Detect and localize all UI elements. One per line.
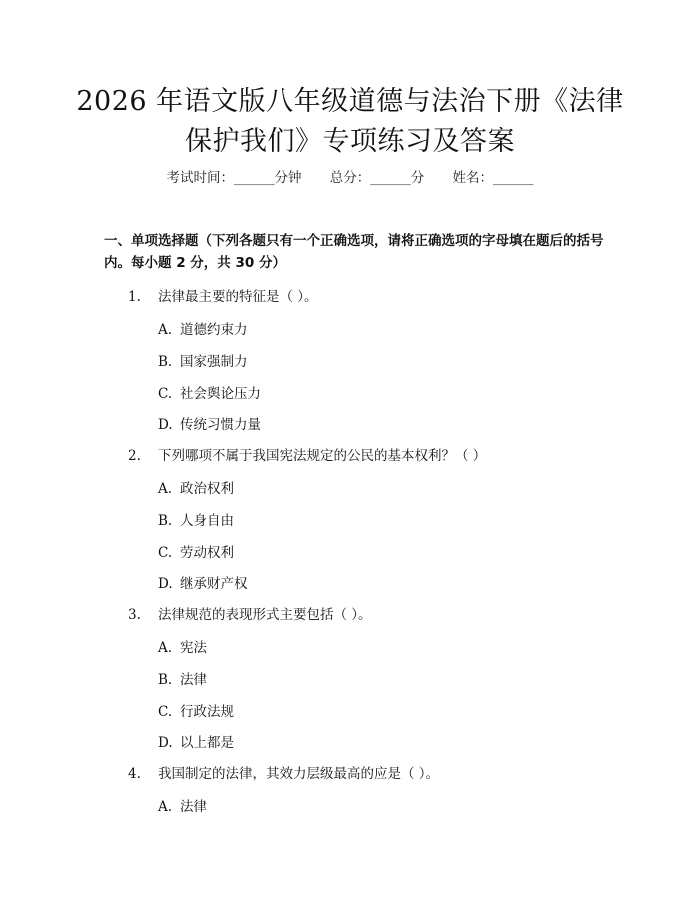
option-letter: A. [158,799,173,815]
option-text: 继承财产权 [180,576,248,592]
option-text: 行政法规 [180,704,234,720]
question-text: 法律最主要的特征是（ ）。 [158,289,318,305]
exam-meta [0,166,700,186]
option-letter: B. [158,513,173,529]
total-score-field: 总分：______分 [329,170,425,186]
option-text: 以上都是 [180,735,234,751]
option-letter: C. [158,704,173,720]
question-number: 2. [128,448,141,464]
option-text: 宪法 [180,640,207,656]
title-line-1: 2026 年语文版八年级道德与法治下册《法律 [76,86,624,117]
question-1 [128,285,318,305]
option-letter: A. [158,481,173,497]
option-letter: B. [158,354,173,370]
option-text: 道德约束力 [180,322,248,338]
question-1-option-c [158,382,261,402]
question-3-option-b [158,668,207,688]
question-number: 4. [128,766,141,782]
question-3-option-c [158,700,234,720]
option-letter: A. [158,322,173,338]
question-2 [128,444,486,464]
title-line-2: 保护我们》专项练习及答案 [185,126,515,157]
option-letter: B. [158,672,173,688]
question-text: 下列哪项不属于我国宪法规定的公民的基本权利？（ ） [158,448,487,464]
question-2-option-c [158,541,234,561]
question-text: 我国制定的法律，其效力层级最高的应是（ ）。 [158,766,440,782]
option-text: 法律 [180,672,207,688]
question-number: 3. [128,607,141,623]
student-name-field: 姓名：______ [452,170,534,186]
page-title [60,82,640,162]
question-number: 1. [128,289,141,305]
question-2-option-d [158,572,248,592]
exam-time-field: 考试时间：______分钟 [166,170,302,186]
question-text: 法律规范的表现形式主要包括（ ）。 [158,607,372,623]
option-text: 法律 [180,799,207,815]
option-text: 劳动权利 [180,545,234,561]
option-text: 国家强制力 [180,354,248,370]
option-text: 政治权利 [180,481,234,497]
question-3-option-a [158,636,207,656]
question-1-option-a [158,318,248,338]
option-text: 人身自由 [180,513,234,529]
option-letter: C. [158,386,173,402]
question-4-option-a [158,795,207,815]
question-2-option-a [158,477,234,497]
option-letter: A. [158,640,173,656]
question-2-option-b [158,509,234,529]
question-3-option-d [158,731,234,751]
question-1-option-b [158,350,248,370]
question-1-option-d [158,413,261,433]
option-text: 传统习惯力量 [180,417,261,433]
option-letter: D. [158,417,173,433]
question-3 [128,603,372,623]
option-letter: D. [158,735,173,751]
option-letter: D. [158,576,173,592]
option-letter: C. [158,545,173,561]
option-text: 社会舆论压力 [180,386,261,402]
section-heading: 一、单项选择题（下列各题只有一个正确选项，请将正确选项的字母填在题后的括号内。每小题 2 分，共 30 分） [104,233,604,271]
question-4 [128,762,439,782]
